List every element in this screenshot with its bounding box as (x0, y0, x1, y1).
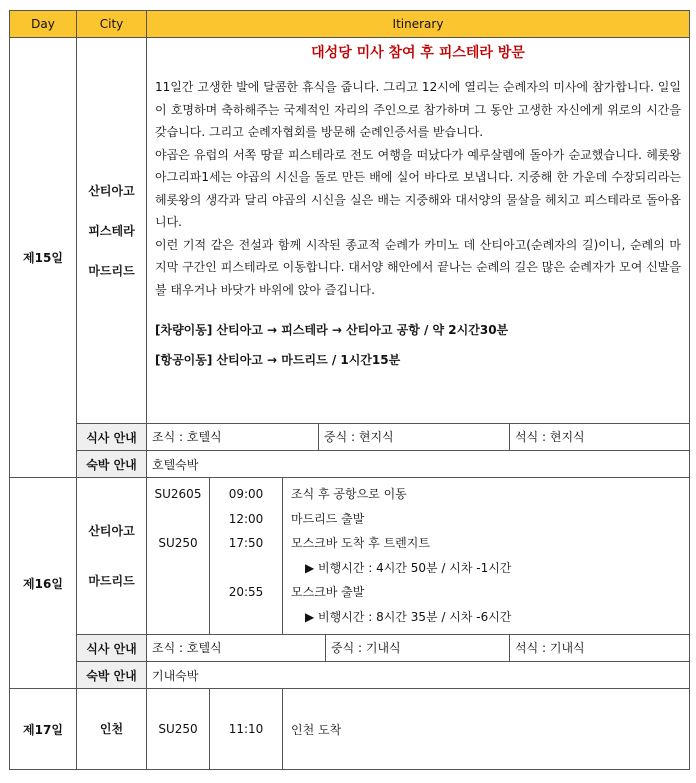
day15-meals (147, 424, 689, 450)
city-name: 산티아고 (88, 183, 135, 198)
flight-number: SU250 (158, 536, 198, 550)
day16-meal-row (10, 635, 690, 662)
detail: 마드리드 출발 (291, 511, 365, 526)
time: 20:55 (228, 585, 264, 599)
day16-flight-grid (147, 478, 689, 634)
route-info (155, 315, 681, 375)
day15-hotel-row (10, 451, 690, 478)
lunch: 중식 : 현지식 (319, 424, 510, 450)
day15-cities (77, 38, 147, 424)
header-itinerary: Itinerary (147, 11, 690, 38)
day16-cities (77, 478, 147, 635)
day16-hotel-row (10, 662, 690, 689)
day15-itinerary (147, 38, 690, 424)
route-line: [차량이동] 산티아고 → 피스테라 → 산티아고 공항 / 약 2시간30분 (155, 323, 509, 337)
flight-duration: ▶ 비행시간 : 8시간 35분 / 시차 -6시간 (305, 609, 512, 624)
day17-label: 제17일 (10, 689, 77, 770)
city-name: 피스테라 (88, 223, 135, 238)
day15-description (147, 72, 689, 381)
route-line: [항공이동] 산티아고 → 마드리드 / 1시간15분 (155, 353, 401, 367)
lunch: 중식 : 기내식 (326, 635, 510, 661)
time: 09:00 (228, 487, 264, 501)
detail: 인천 도착 (291, 722, 342, 737)
meal-label: 식사 안내 (77, 424, 147, 451)
day16-main-row (10, 478, 690, 635)
flight-number: SU250 (147, 689, 210, 769)
day17-row (10, 689, 690, 770)
hotel-label: 숙박 안내 (77, 451, 147, 478)
day17-city: 인천 (77, 689, 147, 770)
header-city: City (77, 11, 147, 38)
itinerary-table (9, 10, 690, 770)
day16-label: 제16일 (10, 478, 77, 689)
hotel-label: 숙박 안내 (77, 662, 147, 689)
day15-headline: 대성당 미사 참여 후 피스테라 방문 (311, 45, 525, 61)
paragraph: 이런 기적 같은 전설과 함께 시작된 종교적 순례가 카미노 데 산티아고(순례자의 길)이니, 순례의 마지막 구간인 피스테라로 이동합니다. 대서양 해안에서 끝나는 순례의 길은 많은 순례자가 모여 신발을 불 태우거나 바닷가 바위에 앉아 즐깁니다. (155, 237, 681, 297)
time: 17:50 (228, 536, 264, 550)
paragraph: 11일간 고생한 발에 달콤한 휴식을 줍니다. 그리고 12시에 열리는 순례자의 미사에 참가합니다. 일일이 호명하며 축하해주는 국제적인 자리의 주인으로 참가하며 그 동안 고생한 자신에게 위로의 시간을 갖습니다. 그리고 순례자협회를 방문해 순례인증서를 받습니다. (155, 80, 681, 139)
day15-meal-row (10, 424, 690, 451)
detail: 모스크바 출발 (291, 585, 365, 599)
flight-details (283, 478, 689, 634)
flight-number: SU2605 (154, 487, 202, 501)
paragraph: 야곱은 유럽의 서쪽 땅끝 피스테라로 전도 여행을 떠났다가 예루살렘에 돌아가 순교했습니다. 헤롯왕 아그리파1세는 야곱의 시신을 돌로 만든 배에 실어 바다로 보냅니다. 지중해 한 가운데 수장되리라는 헤롯왕의 생각과 달리 야곱의 시신을 실은 배는 지중해와 대서양의 물살을 헤치고 피스테라로 돌아옵니다. (155, 147, 681, 229)
flight-times (210, 478, 283, 634)
flight-numbers (147, 478, 210, 634)
day17-flight-grid (147, 689, 689, 769)
city-name: 마드리드 (88, 263, 135, 278)
dinner: 석식 : 기내식 (515, 641, 585, 655)
header-day: Day (10, 11, 77, 38)
day16-meals (147, 635, 689, 661)
time: 12:00 (228, 511, 264, 526)
day15-hotel: 호텔숙박 (147, 451, 690, 478)
day15-label: 제15일 (10, 38, 77, 478)
time: 11:10 (210, 689, 283, 769)
header-row (10, 11, 690, 38)
detail: 모스크바 도착 후 트렌지트 (291, 536, 430, 550)
day15-main-row (10, 38, 690, 424)
city-name: 산티아고 (88, 524, 135, 538)
meal-label: 식사 안내 (77, 635, 147, 662)
day16-hotel: 기내숙박 (147, 662, 690, 689)
dinner: 석식 : 현지식 (515, 430, 585, 444)
breakfast: 조식 : 호텔식 (147, 635, 326, 661)
detail: 조식 후 공항으로 이동 (291, 487, 407, 501)
flight-duration: ▶ 비행시간 : 4시간 50분 / 시차 -1시간 (305, 560, 512, 575)
city-name: 마드리드 (88, 574, 135, 588)
breakfast: 조식 : 호텔식 (147, 424, 319, 450)
